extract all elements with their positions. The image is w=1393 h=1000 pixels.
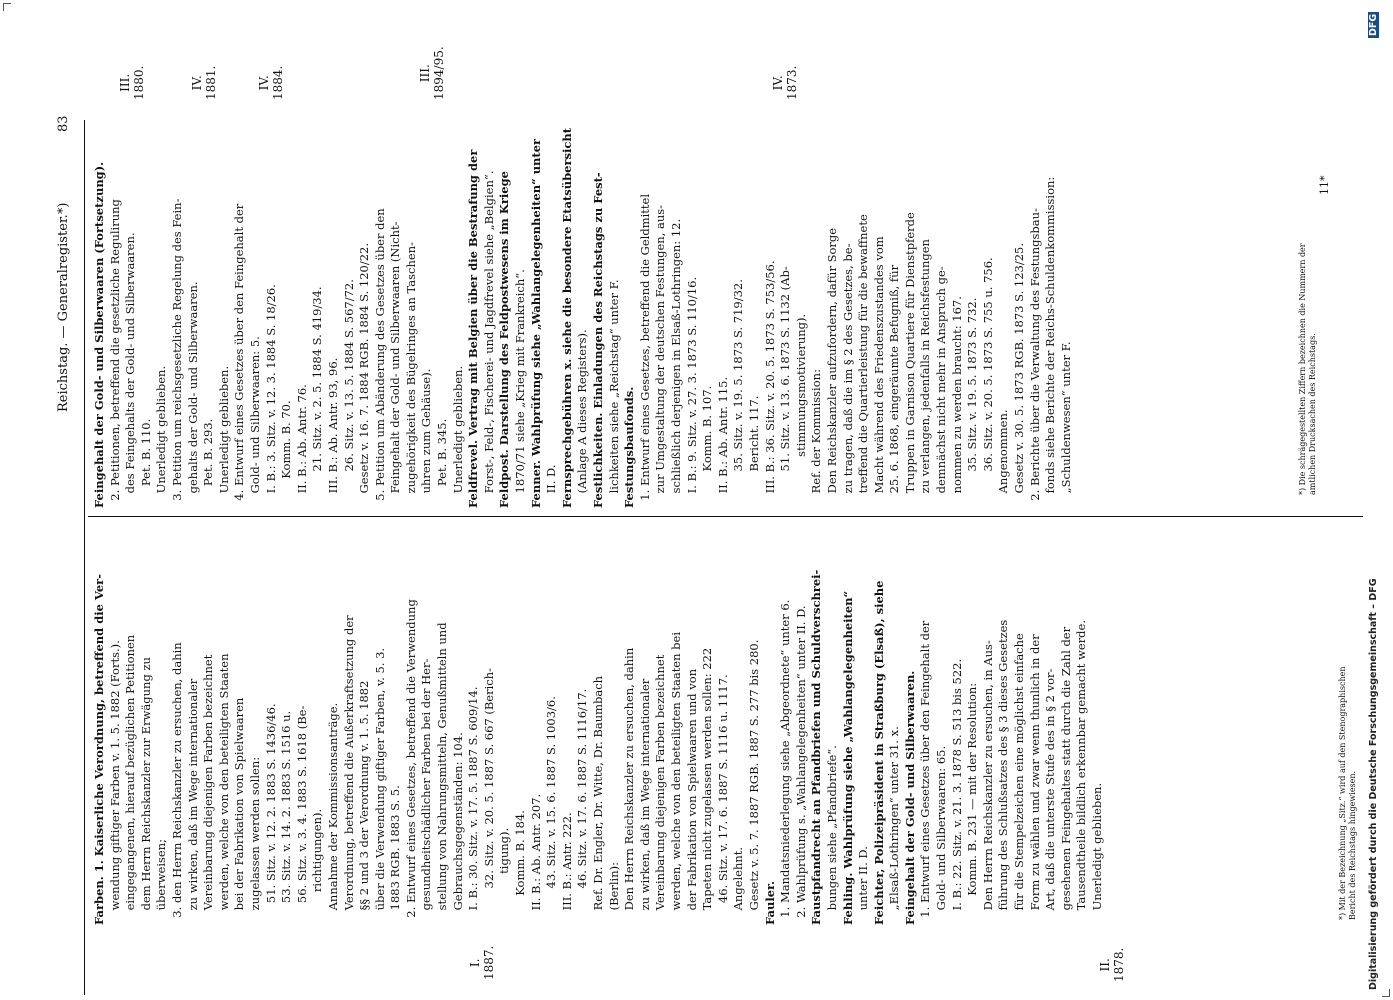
entry-line: 2. Entwurf eines Gesetzes, betreffend die Verwendung — [403, 599, 418, 925]
credit-text: Digitalisierung gefördert durch die Deutsche Forschungsgemeinschaft – DFG — [1368, 578, 1379, 990]
right-column — [92, 98, 1074, 508]
left-column — [92, 515, 1106, 925]
entry-line: nommen zu werden braucht: 167. — [949, 296, 964, 508]
entry-line: zu wirken, daß im Wege internationaler — [185, 678, 200, 925]
entry-heading: Feldfrevel. Vertrag mit Belgien über die Bestrafung der — [466, 149, 481, 508]
entry-line: fonds siehe Berichte der Reichs-Schuldenkommission: — [1043, 176, 1058, 508]
entry-line: gehalts der Gold- und Silberwaaren. — [185, 281, 200, 508]
entry-line: gesundheitschädlicher Farben bei der Her- — [419, 658, 434, 925]
entry-line: zu wirken, daß im Wege internationaler — [637, 678, 652, 925]
entry-line: uhren zum Gehäuse). — [419, 368, 434, 508]
entry-line: 25. 6. 1868, eingeräumte Befugniß, für — [887, 264, 902, 508]
page-number: 83 — [56, 115, 71, 132]
margin-mark-left-1: I. 1887. — [468, 945, 496, 980]
entry-line: Unerledigt geblieben. — [154, 365, 169, 508]
entry-line: Gold- und Silberwaaren: 65. — [934, 745, 949, 925]
footnote-line: Bericht des Reichstags hingewiesen. — [1348, 770, 1357, 920]
entry-line: Pet. B. 345. — [435, 418, 450, 508]
entry-line: 53. Sitz. v. 14. 2. 1883 S. 1516 u. — [279, 710, 294, 925]
entry-line: Den Herrn Reichskanzler zu ersuchen, in Aus- — [980, 640, 995, 925]
entry-line: zu verlangen, jedenfalls in Reichsfestungen — [918, 239, 933, 508]
entry-line: 51. Sitz. v. 13. 6. 1873 S. 1132 (Ab- — [778, 266, 793, 508]
entry-line: zugelassen werden sollen: — [247, 756, 262, 925]
entry-line: Gold- und Silberwaaren: 5. — [247, 336, 262, 508]
entry-line: Komm. B. 184. — [513, 810, 528, 925]
entry-line: demnächst nicht mehr in Anspruch ge- — [934, 266, 949, 508]
entry-line: „Elsaß-Lothringen“ unter 31. x. — [887, 726, 902, 925]
entry-line: 46. Sitz. v. 17. 6. 1887 S. 1116 u. 1117. — [715, 674, 730, 925]
entry-line: 32. Sitz. v. 20. 5. 1887 S. 667 (Berich- — [481, 667, 496, 925]
left-column-lines — [92, 515, 1106, 925]
entry-heading: Festungsbaufonds. — [622, 386, 637, 508]
header-rule — [84, 120, 85, 995]
entry-line: II. B.: Ab. Antr. 115. — [715, 376, 730, 508]
entry-heading: Feingehalt der Gold- und Silberwaaren (Fortsetzung). — [92, 161, 106, 508]
footnote-line: *) Die schrägegestellten Ziffern bezeichnen die Nummern der — [1298, 243, 1307, 495]
entry-line: „Schuldenwesen“ unter F. — [1058, 341, 1073, 508]
entry-line: 51. Sitz. v. 12. 2. 1883 S. 1436/46. — [263, 703, 278, 925]
entry-line: 43. Sitz. v. 15. 6. 1887 S. 1003/6. — [544, 696, 559, 925]
entry-line: Pet. B. 293. — [201, 418, 216, 508]
entry-line: führung des Schlußsatzes des § 3 dieses Gesetzes — [996, 619, 1011, 925]
scan-corner-mark — [1382, 989, 1390, 997]
entry-heading: Faustpfandrecht an Pfandbriefen und Schuldverschrei- — [809, 569, 824, 925]
entry-line: Feingehalt der Gold- und Silberwaaren (Nicht- — [388, 221, 403, 508]
entry-line: III. B.: 36. Sitz. v. 20. 5. 1873 S. 753/56. — [762, 260, 777, 508]
entry-line: unter II. D. — [856, 846, 871, 925]
entry-line: schließlich derjenigen in Elsaß-Lothringen: 12. — [668, 218, 683, 508]
entry-heading: Fehling. Wahlprüfung siehe „Wahlangelegenheiten“ — [840, 590, 855, 925]
entry-line: Art, daß die unterste Stufe des in § 2 vor- — [1043, 668, 1058, 925]
entry-line: 1870/71 siehe „Krieg mit Frankreich“. — [513, 269, 528, 508]
entry-line: Annahme der Kommissionsanträge. — [325, 702, 340, 925]
signature-mark: 11* — [1318, 175, 1331, 195]
entry-line: 21. Sitz. v. 2. 5. 1884 S. 419/34. — [310, 286, 325, 508]
entry-line: 35. Sitz. v. 19. 5. 1873 S. 719/32. — [731, 279, 746, 508]
entry-line: Angelehnt. — [731, 846, 746, 925]
entry-line: 36. Sitz. v. 20. 5. 1873 S. 755 u. 756. — [980, 257, 995, 508]
entry-line: der Fabrikation von Spielwaaren und von — [684, 668, 699, 925]
entry-heading: Farben. 1. Kaiserliche Verordnung, betreffend die Ver- — [92, 574, 106, 925]
dfg-credit — [1368, 578, 1379, 990]
entry-line: I. B.: 30. Sitz. v. 17. 5. 1887 S. 609/14. — [466, 686, 481, 925]
entry-line: bei der Fabrikation von Spielwaaren — [232, 697, 247, 925]
entry-line: Ref. Dr. Engler, Dr. Witte, Dr. Baumbach — [591, 675, 605, 925]
entry-line: Ref. der Kommission: — [809, 369, 824, 508]
entry-line: 2. Wahlprüfung s. „Wahlangelegenheiten“ unter II. D. — [793, 605, 808, 925]
entry-line: 5. Petition um Abänderung des Gesetzes über den — [372, 208, 387, 508]
margin-mark-right-5: IV. 1873. — [771, 65, 799, 100]
entry-line: 1883 RGB. 1883 S. 5. — [388, 785, 403, 925]
entry-line: gesehenen Feingehaltes statt durch die Zahl der — [1058, 626, 1073, 925]
entry-line: 1. Entwurf eines Gesetzes über den Feingehalt der — [918, 620, 933, 925]
entry-line: tigung). — [497, 827, 512, 925]
entry-line: stellung von Nahrungsmitteln, Genußmitteln und — [435, 622, 450, 925]
entry-line: Gesetz v. 16. 7. 1884 RGB. 1884 S. 120/22. — [357, 242, 372, 508]
right-column-lines — [92, 98, 1074, 508]
dfg-logo: DFG — [1368, 13, 1379, 36]
entry-line: 4. Entwurf eines Gesetzes über den Feingehalt der — [232, 203, 247, 508]
entry-line: II. D. — [544, 464, 559, 508]
entry-line: Form zu wählen und zwar wenn thunlich in der — [1027, 634, 1042, 925]
entry-line: 1. Entwurf eines Gesetzes, betreffend die Geldmittel — [637, 193, 652, 508]
entry-line: Gesetz v. 5. 7. 1887 RGB. 1887 S. 277 bis 280. — [746, 639, 761, 925]
entry-line: 3. Petition um reichsgesetzliche Regelung des Fein- — [169, 198, 184, 508]
entry-line: Vereinbarung diejenigen Farben bezeichnet — [201, 654, 216, 925]
entry-line: III. B.: Antr. 222. — [559, 812, 574, 925]
footnote-line: *) Mit der Bezeichnung „Sitz.“ wird auf den Stenographischen — [1338, 666, 1347, 920]
margin-mark-right-2: IV. 1881. — [190, 65, 218, 100]
entry-line: Gebrauchsgegenständen: 104. — [450, 732, 465, 925]
entry-line: werden, welche von den beteiligten Staaten bei — [668, 631, 683, 925]
entry-line: Unerledigt geblieben. — [216, 365, 231, 508]
entry-line: Angenommen. — [996, 409, 1011, 508]
margin-mark-right-3: IV. 1884. — [257, 65, 285, 100]
entry-line: eingegangenen, hierauf bezüglichen Petitionen — [123, 634, 138, 925]
entry-line: Vereinbarung diejenigen Farben bezeichnet — [653, 654, 668, 925]
entry-line: Gesetz v. 30. 5. 1873 RGB. 1873 S. 123/25. — [1012, 242, 1027, 508]
entry-line: Truppen in Garnison Quartiere für Dienstpferde — [902, 212, 917, 508]
entry-line: 1. Mandatsniederlegung siehe „Abgeordnete“ unter 6. — [778, 599, 793, 925]
entry-line: 26. Sitz. v. 13. 5. 1884 S. 567/72. — [341, 279, 356, 508]
entry-line: stimmungsmotivierung). — [793, 313, 808, 508]
entry-heading: Feichter, Polizeipräsident in Straßburg (Elsaß), siehe — [871, 580, 886, 925]
entry-line: treffend die Quartierleistung für die bewaffnete — [856, 214, 871, 508]
entry-line: (Berlin): — [606, 862, 621, 925]
entry-line: des Feingehalts der Gold- und Silberwaaren. — [123, 232, 138, 508]
entry-line: Tapeten nicht zugelassen werden sollen: 222 — [700, 647, 715, 925]
entry-line: (Anlage A dieses Registers). — [575, 329, 590, 508]
entry-line: I. B.: 3. Sitz. v. 12. 3. 1884 S. 18/26. — [263, 284, 278, 508]
entry-line: 3. den Herrn Reichskanzler zu ersuchen, dahin — [169, 642, 184, 925]
entry-line: 2. Petitionen, betreffend die gesetzliche Regulirung — [107, 199, 122, 508]
entry-line: Komm. B. 70. — [279, 400, 294, 508]
running-head-left — [56, 203, 71, 412]
entry-heading: Feingehalt der Gold- und Silberwaaren. — [902, 670, 917, 925]
entry-line: bungen siehe „Pfandbriefe“. — [824, 745, 839, 925]
entry-line: I. B.: 22. Sitz. v. 21. 3. 1878 S. 513 bis 522. — [949, 658, 964, 925]
entry-line: III. B.: Ab. Antr. 93, 96. — [325, 357, 340, 508]
margin-mark-right-1: III. 1880. — [118, 65, 146, 100]
scan-corner-mark — [3, 3, 11, 11]
entry-line: 2. Berichte über die Verwaltung des Festungsbau- — [1027, 208, 1042, 508]
entry-line: dem Herrn Reichskanzler zur Erwägung zu — [138, 657, 153, 925]
footnote-line: amtlichen Drucksachen des Reichstags. — [1308, 333, 1317, 495]
entry-line: überweisen; — [154, 838, 169, 925]
entry-line: I. B.: 9. Sitz. v. 27. 3. 1873 S. 110/16. — [684, 276, 699, 508]
entry-line: Unerledigt geblieben. — [1090, 782, 1104, 925]
entry-heading: Fauler. — [762, 880, 777, 925]
entry-heading: Fenner. Wahlprüfung siehe „Wahlangelegenheiten“ unter — [528, 138, 543, 508]
entry-line: Forst-, Feld-, Fischerei- und Jagdfrevel siehe „Belgien“. — [481, 170, 496, 508]
entry-line: 56. Sitz. v. 3. 4. 1883 S. 1618 (Be- — [294, 705, 309, 925]
entry-line: wendung giftiger Farben v. 1. 5. 1882 (Forts.). — [107, 640, 122, 925]
entry-line: lichkeiten siehe „Reichstag“ unter F. — [606, 279, 621, 508]
entry-line: 46. Sitz. v. 17. 6. 1887 S. 1116/17. — [575, 688, 590, 925]
entry-line: Unerledigt geblieben. — [450, 365, 465, 508]
entry-line: II. B.: Ab. Antr. 76. — [294, 384, 309, 508]
entry-line: zu tragen, daß die im § 2 des Gesetzes, be- — [840, 243, 855, 508]
right-footnote — [1298, 105, 1318, 495]
entry-line: §§ 2 und 3 der Verordnung v. 1. 5. 1882 — [357, 680, 372, 925]
entry-line: richtigungen). — [310, 808, 325, 925]
entry-line: Den Herrn Reichskanzler zu ersuchen, dahin — [622, 647, 637, 925]
entry-line: Den Reichskanzler aufzufordern, dafür Sorge — [824, 227, 839, 508]
entry-line: Pet. B. 110. — [138, 418, 153, 508]
entry-line: Komm. B. 231 — mit der Resolution: — [965, 682, 980, 925]
entry-line: für die Stempelzeichen eine möglichst einfache — [1012, 633, 1027, 925]
entry-line: Komm. B. 107. — [700, 385, 715, 508]
entry-line: zur Umgestaltung der deutschen Festungen, aus- — [653, 204, 668, 508]
left-footnote — [1338, 520, 1358, 920]
entry-line: über die Verwendung giftiger Farben, v. 5. 3. — [372, 647, 387, 925]
entry-line: 35. Sitz. v. 19. 5. 1873 S. 732. — [965, 297, 980, 508]
margin-mark-right-4: III. 1894/95. — [418, 46, 446, 100]
entry-line: Macht während des Friedenszustandes vom — [871, 236, 886, 508]
entry-heading: Feldpost. Darstellung des Feldpostwesens im Kriege — [497, 171, 512, 508]
margin-mark-left-2: II. 1878. — [1098, 947, 1126, 982]
page-header-title: Reichstag. — Generalregister.*) — [56, 202, 71, 412]
entry-line: Verordnung, betreffend die Außerkraftsetzung der — [341, 615, 356, 925]
entry-line: Tausendtheile bildlich erkennbar gemacht werde. — [1074, 619, 1089, 925]
entry-line: werden, welche von den beteiligten Staaten — [216, 653, 231, 925]
entry-line: Bericht. 117. — [746, 395, 761, 508]
entry-line: zugehörigkeit des Bügelringes an Taschen- — [403, 242, 418, 508]
entry-heading: Festlichkeiten. Einladungen des Reichstags zu Fest- — [591, 172, 605, 508]
entry-line: II. B.: Ab. Antr. 207. — [528, 793, 543, 925]
entry-heading: Fernsprechgebühren x. siehe die besondere Etatsübersicht — [559, 127, 574, 508]
